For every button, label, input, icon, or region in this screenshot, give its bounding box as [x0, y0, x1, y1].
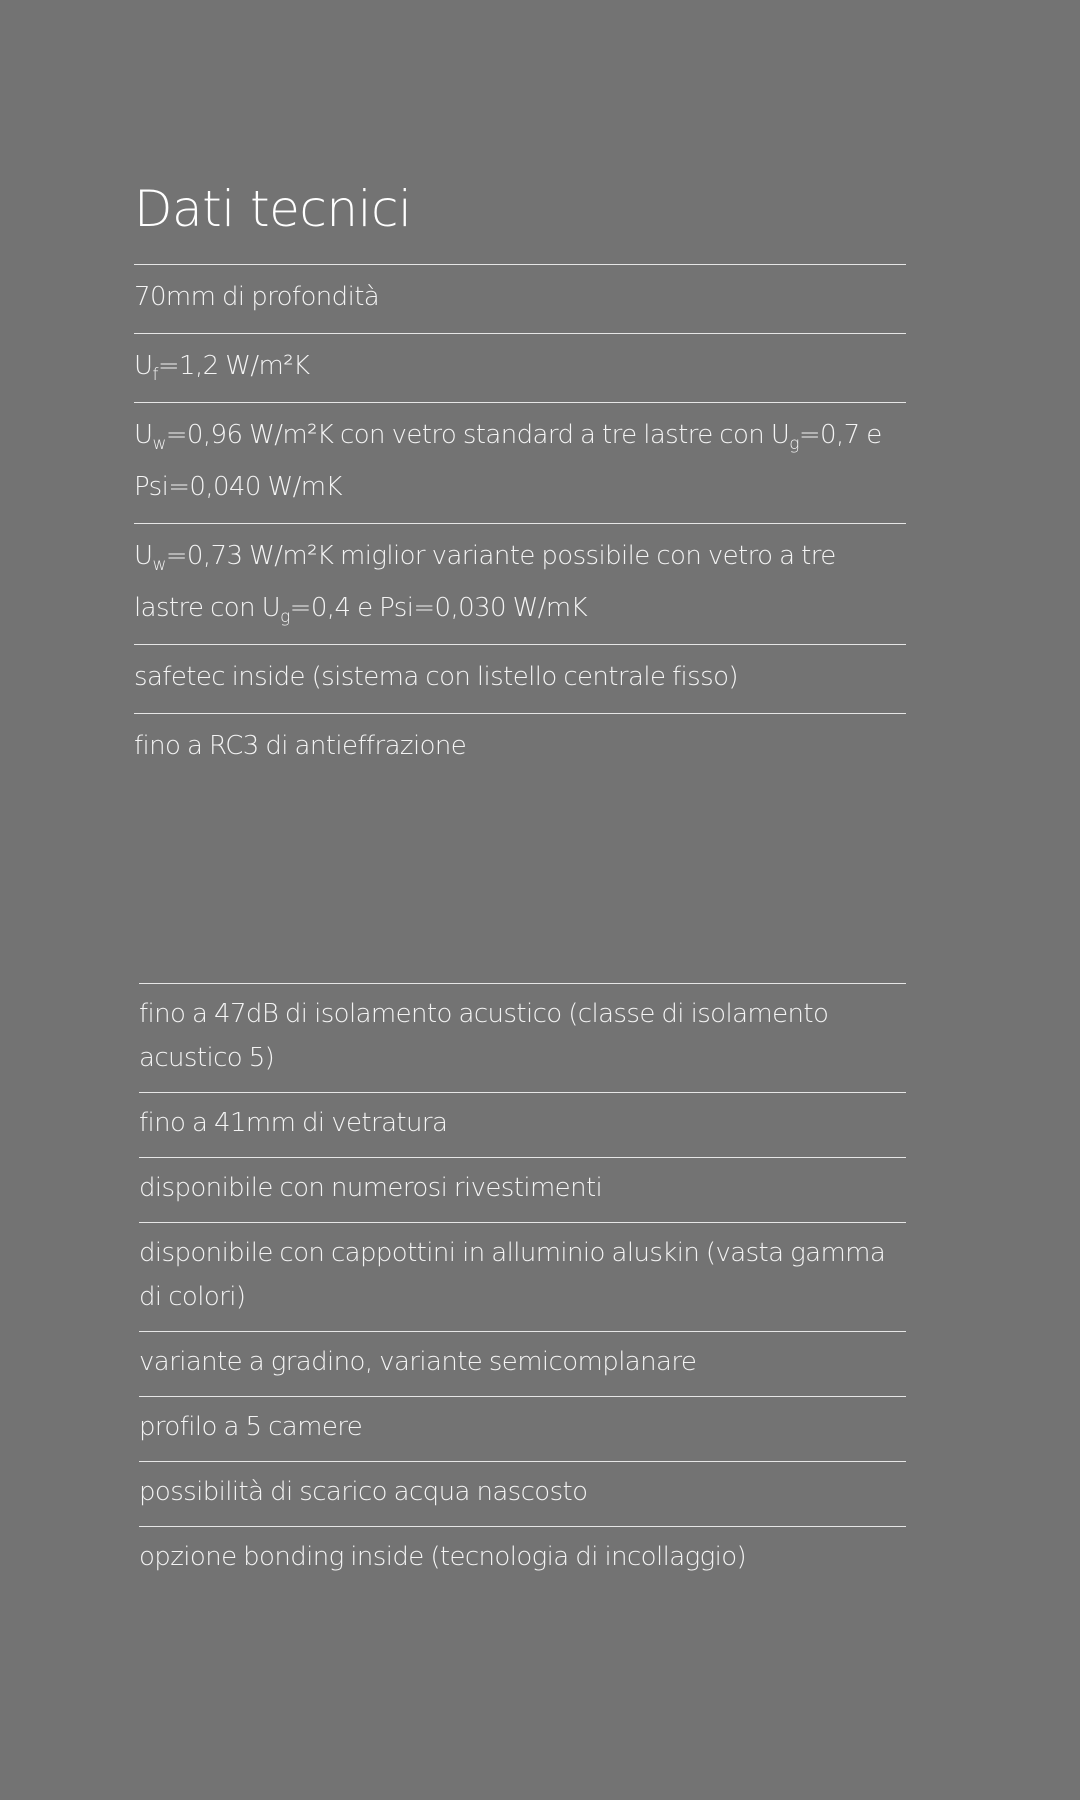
- spec-uw-standard: [134, 402, 906, 523]
- spec-chambers: profilo a 5 camere: [139, 1396, 906, 1461]
- uf-value: =1,2 W/m²K: [157, 351, 310, 381]
- uw-best-text: =0,73 W/m²K miglior variante possibile con vetro a tre lastre con U: [134, 541, 836, 623]
- spec-depth: [134, 264, 906, 333]
- spec-acoustic: fino a 47dB di isolamento acustico (classe di isolamento acustico 5): [139, 983, 906, 1092]
- uw-best-subscript: w: [152, 555, 166, 575]
- uw-symbol: U: [134, 420, 153, 450]
- uw-best-end: =0,4 e Psi=0,030 W/mK: [289, 593, 588, 623]
- spec-glazing: fino a 41mm di vetratura: [139, 1092, 906, 1157]
- spec-aluskin: disponibile con cappottini in alluminio aluskin (vasta gamma di colori): [139, 1222, 906, 1331]
- tech-specs-list-secondary: [139, 983, 906, 1591]
- spec-variants: variante a gradino, variante semicomplanare: [139, 1331, 906, 1396]
- spec-safetec: [134, 644, 906, 713]
- spec-safetec-text: safetec inside (sistema con listello centrale fisso): [134, 662, 738, 692]
- spec-rc3-text: fino a RC3 di antieffrazione: [134, 731, 467, 761]
- ug-subscript: g: [789, 434, 799, 454]
- spec-uw-best: [134, 523, 906, 644]
- uf-symbol: U: [134, 351, 153, 381]
- uw-best-symbol: U: [134, 541, 153, 571]
- spec-coatings: disponibile con numerosi rivestimenti: [139, 1157, 906, 1222]
- uw-subscript: w: [152, 434, 166, 454]
- uw-standard-end: =0,7 e Psi=0,040 W/mK: [134, 420, 882, 502]
- spec-rc3: [134, 713, 906, 782]
- uf-subscript: f: [152, 365, 158, 385]
- ug-best-subscript: g: [280, 607, 290, 627]
- spec-uf: [134, 333, 906, 402]
- uw-standard-text: =0,96 W/m²K con vetro standard a tre lastre con U: [165, 420, 790, 450]
- spec-depth-text: 70mm di profondità: [134, 282, 380, 312]
- spec-bonding: opzione bonding inside (tecnologia di incollaggio): [139, 1526, 906, 1591]
- tech-specs-list-primary: [134, 264, 906, 782]
- page-title: Dati tecnici: [134, 180, 412, 238]
- spec-drainage: possibilità di scarico acqua nascosto: [139, 1461, 906, 1526]
